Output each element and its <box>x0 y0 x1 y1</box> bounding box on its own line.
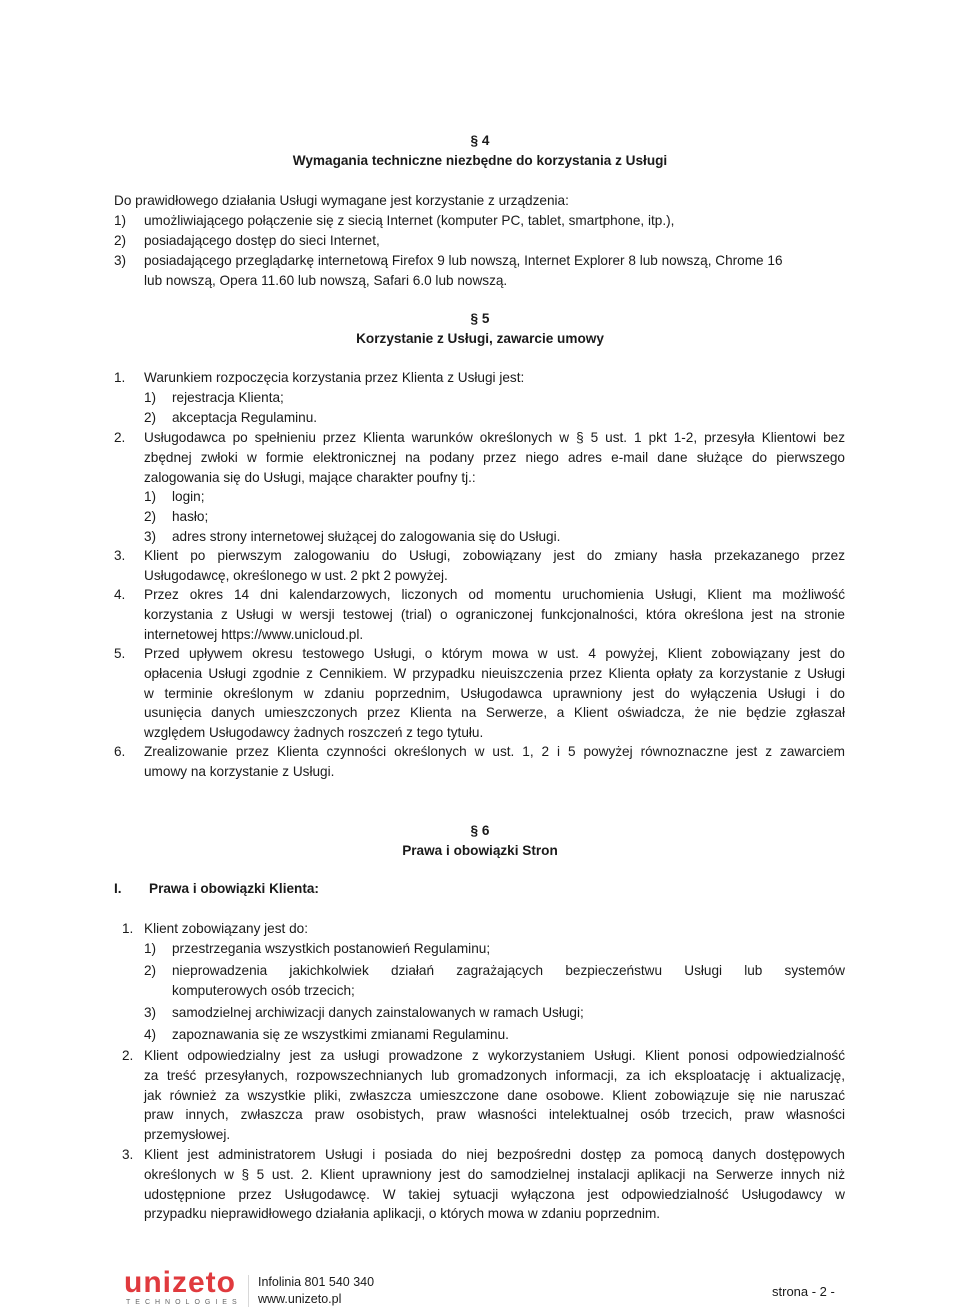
s6-p2-line: Klient odpowiedzialny jest za usługi prowadzone z wykorzystaniem Usługi. Klient ponosi odpowiedzialność <box>144 1048 845 1063</box>
s5-p2-item-1-text: login; <box>172 489 205 504</box>
s5-p2-item-3-num: 3) <box>144 529 157 544</box>
s6-p1-item-2-num: 2) <box>144 963 157 978</box>
s5-p2-item-2-text: hasło; <box>172 509 209 524</box>
s5-p5-line: w terminie określonym w zdaniu poprzednim, Usługodawca uprawniony jest do wyłączenia Usługi i do <box>144 685 845 701</box>
s4-item-3-num: 3) <box>114 253 127 268</box>
s6-p1-item-2-text <box>172 961 845 1001</box>
s5-p2-line: zalogowania się do Usługi, mające charakter poufny tj.: <box>144 469 476 485</box>
s5-p4-line: Przez okres 14 dni kalendarzowych, liczonych od momentu uruchomienia Usługi, Klient ma możliwość <box>144 587 845 602</box>
s6-p1-item-3-text: samodzielnej archiwizacji danych zainstalowanych w ramach Usługi; <box>172 1005 584 1020</box>
s6-p2-line: przemysłowej. <box>144 1127 231 1143</box>
s5-p1-text: Warunkiem rozpoczęcia korzystania przez Klienta z Usługi jest: <box>144 370 525 385</box>
s6-p1-text: Klient zobowiązany jest do: <box>144 921 308 936</box>
s5-p4-num: 4. <box>114 587 126 602</box>
s5-p6-text <box>144 742 845 782</box>
s6-p1-item-3-num: 3) <box>144 1005 157 1020</box>
s6-p1-num: 1. <box>122 921 134 936</box>
section-5-sign: § 5 <box>470 311 490 326</box>
s5-p3-line: Usługodawcę, określonego w ust. 2 pkt 2 powyżej. <box>144 567 448 583</box>
s6-p2-line: praw innych, zwłaszcza praw osobistych, praw własności intelektualnej osób trzecich, praw własności <box>144 1107 845 1123</box>
s4-item-2-text: posiadającego dostęp do sieci Internet, <box>144 233 380 248</box>
s4-item-2-num: 2) <box>114 233 127 248</box>
s6-p1-item-1-text: przestrzegania wszystkich postanowień Regulaminu; <box>172 941 491 956</box>
s5-p6-num: 6. <box>114 744 126 759</box>
s6-p3-line: Klient jest administratorem Usługi i posiada do niej bezpośredni dostęp za pomocą danych dostępowych <box>144 1147 845 1162</box>
logo-wordmark: unizeto <box>124 1266 236 1299</box>
s5-p2-line: zbędnej zwłoki w formie elektronicznej na podany przez niego adres e-mail dane służące do pierwszego <box>144 449 845 465</box>
s6-p3-num: 3. <box>122 1147 134 1162</box>
s6-p3-line: przypadku nieprawidłowego działania aplikacji, o których mowa w zdaniu poprzednim. <box>144 1206 661 1222</box>
s5-p5-line: usunięcia danych umieszczonych przez Klienta na Serwerze, a Klient oświadcza, że nie będzie zgłaszał <box>144 705 845 721</box>
s5-p4-line: korzystania z Usługi w wersji testowej (trial) o ograniczonej funkcjonalności, która określona jest na stronie <box>144 606 845 622</box>
footer-url[interactable]: www.unizeto.pl <box>258 1292 342 1306</box>
footer-phone: Infolinia 801 540 340 <box>258 1275 375 1289</box>
s5-p2-text <box>144 428 845 487</box>
company-logo <box>124 1266 242 1308</box>
s4-item-1-num: 1) <box>114 213 127 228</box>
s5-p3-line: Klient po pierwszym zalogowaniu do Usługi, zobowiązany jest do zmiany hasła przekazanego przez <box>144 548 845 563</box>
s5-p1-item-2-num: 2) <box>144 410 157 425</box>
s6-p2-line: za treść przesyłanych, rozpowszechnianych lub gromadzonych informacji, za ich eksploatację i aktualizację, <box>144 1067 845 1083</box>
s5-p5-line: względem Usługodawcy żadnych roszczeń z tego tytułu. <box>144 725 484 741</box>
s5-p2-item-1-num: 1) <box>144 489 157 504</box>
s5-p5-num: 5. <box>114 646 126 661</box>
s5-p1-item-1-num: 1) <box>144 390 157 405</box>
s6-p1-item-1-num: 1) <box>144 941 157 956</box>
s5-p2-item-3-text: adres strony internetowej służącej do zalogowania się do Usługi. <box>172 529 561 544</box>
s5-p2-item-2-num: 2) <box>144 509 157 524</box>
s5-p5-text <box>144 644 845 743</box>
s5-p5-line: opłacenia Usługi zgodnie z Cennikiem. W przypadku nieuiszczenia przez Klienta opłaty za korzystanie z Usługi <box>144 665 845 681</box>
s5-p3-text <box>144 546 845 586</box>
section-4-title: Wymagania techniczne niezbędne do korzystania z Usługi <box>292 153 668 168</box>
s5-p4-text <box>144 585 845 644</box>
s6-p2-line: jak również za wszystkie pliki, zwłaszcza umieszczone dane osobowe. Klient zobowiązuje się nie naruszać <box>144 1087 845 1103</box>
s5-p1-item-2-text: akceptacja Regulaminu. <box>172 410 318 425</box>
s6-p2-num: 2. <box>122 1048 134 1063</box>
page-number: strona - 2 - <box>772 1284 835 1299</box>
section-5-title: Korzystanie z Usługi, zawarcie umowy <box>356 331 604 346</box>
s5-p3-num: 3. <box>114 548 126 563</box>
s6-p2-text <box>144 1046 845 1145</box>
s5-p2-num: 2. <box>114 430 126 445</box>
s5-p5-line: Przed upływem okresu testowego Usługi, o którym mowa w ust. 4 powyżej, Klient zobowiązany jest do <box>144 646 845 661</box>
s4-item-1-text: umożliwiającego połączenie się z siecią Internet (komputer PC, tablet, smartphone, itp.), <box>144 213 675 228</box>
s6-p1-item-4-text: zapoznawania się ze wszystkimi zmianami Regulaminu. <box>172 1027 509 1042</box>
s5-p6-line: Zrealizowanie przez Klienta czynności określonych w ust. 1, 2 i 5 powyżej równoznaczne jest z zawarciem <box>144 744 845 759</box>
section-6-sign: § 6 <box>470 823 490 838</box>
s4-item-3-line-1: posiadającego przeglądarkę internetową Firefox 9 lub nowszą, Internet Explorer 8 lub nowszą, Chrome 16 <box>144 253 783 268</box>
s6-p1-item-4-num: 4) <box>144 1027 157 1042</box>
s5-p2-line: Usługodawca po spełnieniu przez Klienta warunków określonych w § 5 ust. 1 pkt 1-2, przesyła Klientowi bez <box>144 430 845 445</box>
s6-subsection-num: I. <box>114 881 122 896</box>
s6-subsection-title: Prawa i obowiązki Klienta: <box>149 881 319 896</box>
footer-divider <box>248 1275 249 1307</box>
s5-p4-line: internetowej https://www.unicloud.pl. <box>144 626 364 642</box>
section-4-sign: § 4 <box>470 133 490 148</box>
s4-item-3-line-2: lub nowszą, Opera 11.60 lub nowszą, Safari 6.0 lub nowszą. <box>144 273 508 288</box>
s6-p3-text <box>144 1145 845 1224</box>
s5-p1-num: 1. <box>114 370 126 385</box>
s6-p1-item-2-line: komputerowych osób trzecich; <box>172 982 355 998</box>
logo-tagline: TECHNOLOGIES <box>126 1299 242 1306</box>
s5-p6-line: umowy na korzystanie z Usługi. <box>144 763 335 779</box>
s6-p3-line: udostępnione przez Usługodawcę. W takiej sytuacji wyłączona jest odpowiedzialność Usługodawcy w <box>144 1186 845 1202</box>
s5-p1-item-1-text: rejestracja Klienta; <box>172 390 284 405</box>
s6-p1-item-2-line: nieprowadzenia jakichkolwiek działań zagrażających bezpieczeństwu Usługi lub systemów <box>172 963 845 978</box>
section-4-intro: Do prawidłowego działania Usługi wymagane jest korzystanie z urządzenia: <box>114 193 569 208</box>
s6-p3-line: określonych w § 5 ust. 2. Klient uprawniony jest do samodzielnej instalacji aplikacji na Serwerze innych niż <box>144 1166 845 1182</box>
section-6-title: Prawa i obowiązki Stron <box>402 843 558 858</box>
